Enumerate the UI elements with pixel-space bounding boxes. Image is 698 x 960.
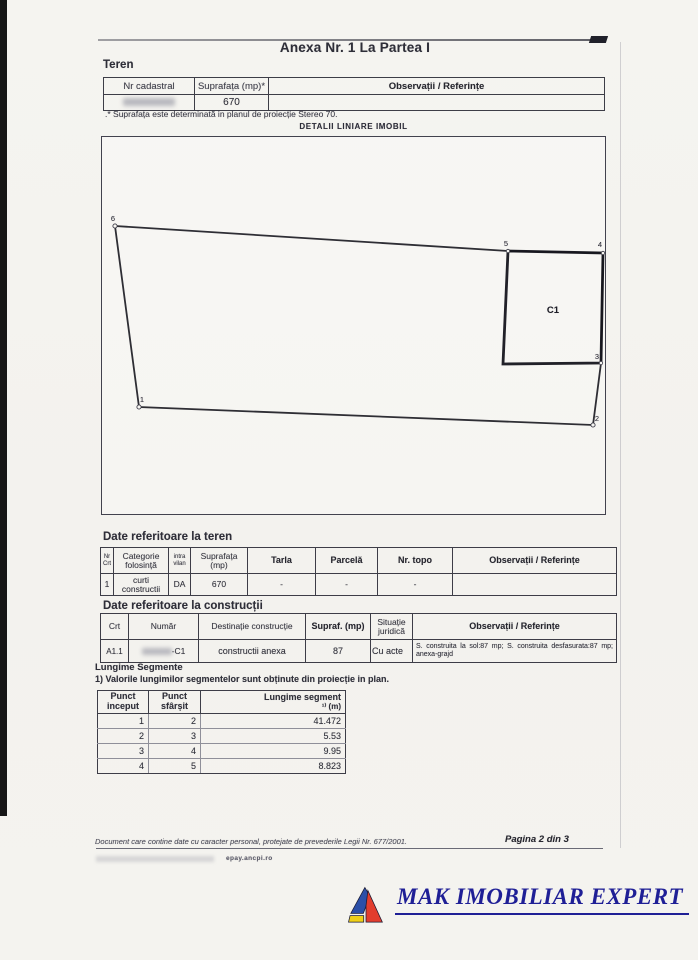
segmente-heading: Lungime Segmente [95, 662, 183, 673]
col-numar: Număr [129, 614, 199, 640]
segment-row [98, 714, 346, 729]
plan-title: DETALII LINIARE IMOBIL [299, 122, 408, 131]
date-constructii-table [100, 613, 617, 663]
date-teren-row [101, 574, 617, 596]
col-nr-cadastral: Nr cadastral [104, 78, 195, 95]
teren-heading: Teren [103, 59, 134, 71]
vertex-2-marker [591, 423, 595, 427]
col-suprafata: Suprafața (mp)* [195, 78, 269, 95]
intravilan-value: DA [169, 574, 191, 596]
page-fold-line [620, 42, 621, 848]
seg-length: 41.472 [201, 714, 346, 729]
col-parcela: Parcelă [316, 548, 378, 574]
numar-suffix: -C1 [171, 646, 186, 656]
crt-value: A1.1 [101, 640, 129, 663]
col-suprafata-mp: Suprafața (mp) [191, 548, 248, 574]
vertex-4-label: 4 [597, 240, 602, 249]
seg-start: 2 [98, 729, 149, 744]
segment-row [98, 744, 346, 759]
date-constructii-row [101, 640, 617, 663]
teren-table [103, 77, 605, 111]
supraf-value: 87 [306, 640, 371, 663]
lungime-unit: ¹⁾ (m) [321, 701, 341, 711]
seg-start: 3 [98, 744, 149, 759]
page-indicator: Pagina 2 din 3 [505, 834, 569, 845]
vertex-3-label: 3 [594, 352, 599, 361]
observatii-teren-value [453, 574, 617, 596]
vertex-6-label: 6 [110, 214, 116, 223]
vertex-3-marker [599, 361, 602, 364]
date-constructii-heading: Date referitoare la construcții [103, 600, 263, 612]
segment-row [98, 729, 346, 744]
redacted-value [123, 98, 175, 106]
segmente-table [97, 690, 346, 774]
col-nr-topo: Nr. topo [378, 548, 453, 574]
parcel-boundary [115, 226, 603, 425]
redacted-numar [142, 648, 172, 655]
situatie-value: Cu acte [371, 640, 413, 663]
vertex-2-label: 2 [594, 414, 600, 423]
seg-length: 9.95 [201, 744, 346, 759]
categorie-value: curti constructii [114, 574, 169, 596]
vertex-5-label: 5 [503, 239, 509, 248]
parcela-value: - [316, 574, 378, 596]
col-intravilan: intra vilan [169, 548, 191, 574]
col-situatie-juridica: Situație juridică [371, 614, 413, 640]
seg-length: 5.53 [201, 729, 346, 744]
logo-triangle-icon [345, 886, 387, 924]
tarla-value: - [248, 574, 316, 596]
seg-length: 8.823 [201, 759, 346, 774]
col-lungime-segment [201, 691, 346, 714]
col-categorie-folosinta: Categorie folosință [114, 548, 169, 574]
destinatie-value: constructii anexa [199, 640, 306, 663]
col-crt: Crt [101, 614, 129, 640]
teren-footnote: .* Suprafața este determinată in planul de proiecție Stereo 70. [105, 109, 338, 119]
col-punct-sfarsit: Punct sfârșit [149, 691, 201, 714]
seg-start: 1 [98, 714, 149, 729]
parcel-plan-drawing [102, 137, 605, 514]
building-c1-label: C1 [546, 305, 560, 316]
col-nr-crt: Nr Crt [101, 548, 114, 574]
vertex-4-marker [601, 251, 604, 254]
privacy-note: Document care contine date cu caracter personal, protejate de prevederile Legii Nr. 677/2001. [95, 837, 407, 846]
date-constructii-header-row [101, 614, 617, 640]
seg-end: 3 [149, 729, 201, 744]
observatii-constr-value: S. construita la sol:87 mp; S. construita desfasurata:87 mp; anexa-grajd [413, 640, 617, 663]
logo-text: MAK IMOBILIAR EXPERT [395, 884, 689, 915]
col-observatii: Observații / Referințe [269, 78, 605, 95]
vertex-5-marker [506, 249, 509, 252]
col-observatii-constr: Observații / Referințe [413, 614, 617, 640]
col-punct-inceput: Punct inceput [98, 691, 149, 714]
scan-edge-bar [0, 0, 7, 816]
date-teren-heading: Date referitoare la teren [103, 531, 233, 543]
date-teren-header-row [101, 548, 617, 574]
teren-table-header-row [104, 78, 605, 95]
segmente-note: 1) Valorile lungimilor segmentelor sunt obținute din proiecție in plan. [95, 674, 390, 684]
col-supraf-mp: Supraf. (mp) [306, 614, 371, 640]
lungime-label: Lungime segment [263, 691, 341, 702]
seg-start: 4 [98, 759, 149, 774]
col-observatii-referinte: Observații / Referințe [453, 548, 617, 574]
website-label: epay.ancpi.ro [226, 855, 273, 862]
footer-divider [96, 848, 603, 849]
footer-redacted-text [96, 856, 214, 862]
segment-row [98, 759, 346, 774]
segmente-header-row [98, 691, 346, 714]
company-logo [345, 884, 693, 928]
suprafata-mp-value: 670 [191, 574, 248, 596]
page-title: Anexa Nr. 1 La Partea I [279, 40, 431, 55]
vertex-1-marker [137, 405, 141, 409]
seg-end: 4 [149, 744, 201, 759]
suprafata-value: 670 [195, 95, 269, 111]
nr-topo-value: - [378, 574, 453, 596]
vertex-6-marker [113, 224, 117, 228]
nr-crt-value: 1 [101, 574, 114, 596]
seg-end: 5 [149, 759, 201, 774]
date-teren-table [100, 547, 617, 596]
plan-frame [101, 136, 606, 515]
seg-end: 2 [149, 714, 201, 729]
vertex-1-label: 1 [139, 395, 145, 404]
col-tarla: Tarla [248, 548, 316, 574]
col-destinatie: Destinație construcție [199, 614, 306, 640]
numar-value [129, 640, 199, 663]
